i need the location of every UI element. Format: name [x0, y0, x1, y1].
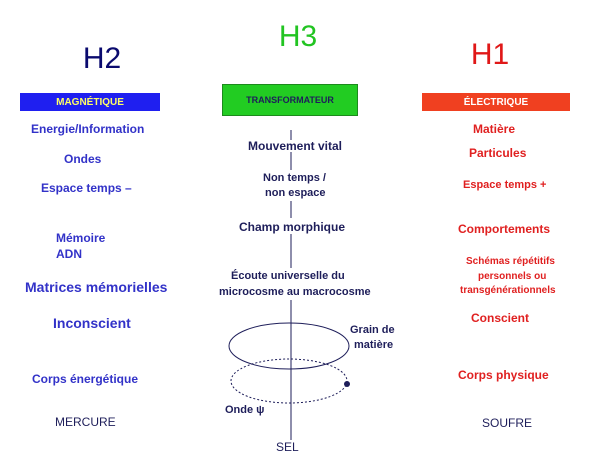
left-item-memoire: Mémoire: [56, 231, 106, 245]
right-item-particules: Particules: [469, 146, 527, 160]
right-item-corps-physique: Corps physique: [458, 368, 549, 382]
particle-dot: [344, 381, 350, 387]
right-item-espace-temps: Espace temps +: [463, 179, 547, 191]
heading-h2: H2: [82, 42, 122, 75]
grain-label-2: matière: [354, 339, 394, 351]
center-item-non-espace: non espace: [265, 187, 326, 199]
magnetique-box: MAGNÉTIQUE: [20, 93, 160, 111]
onde-label: Onde ψ: [225, 404, 265, 416]
right-item-schemas-2: personnels ou: [478, 271, 547, 282]
upper-ellipse: [229, 323, 349, 369]
left-item-ondes: Ondes: [64, 152, 102, 166]
left-item-corps-energetique: Corps énergétique: [32, 372, 139, 386]
right-item-comportements: Comportements: [458, 222, 551, 236]
right-item-schemas-1: Schémas répétitifs: [466, 256, 555, 267]
heading-h1: H1: [470, 38, 510, 71]
right-item-schemas-3: transgénérationnels: [460, 285, 556, 296]
center-item-ecoute-2: microcosme au macrocosme: [219, 286, 371, 298]
center-item-ecoute-1: Écoute universelle du: [231, 270, 345, 282]
footer-mercure: MERCURE: [55, 415, 116, 429]
transformateur-box: TRANSFORMATEUR: [222, 84, 358, 116]
lower-dotted-ellipse: [231, 359, 347, 403]
left-item-matrices: Matrices mémorielles: [25, 279, 168, 295]
right-item-conscient: Conscient: [471, 311, 530, 325]
left-item-energie: Energie/Information: [31, 122, 145, 136]
footer-soufre: SOUFRE: [482, 416, 533, 430]
electrique-box: ÉLECTRIQUE: [422, 93, 570, 111]
footer-sel: SEL: [276, 440, 299, 454]
left-item-espace-temps: Espace temps –: [41, 181, 132, 195]
center-item-champ: Champ morphique: [239, 220, 346, 234]
grain-label-1: Grain de: [350, 324, 395, 336]
center-item-mouvement: Mouvement vital: [248, 139, 343, 153]
left-item-inconscient: Inconscient: [53, 315, 131, 331]
right-item-matiere: Matière: [473, 122, 516, 136]
left-item-adn: ADN: [56, 247, 82, 261]
center-item-non-temps: Non temps /: [263, 172, 326, 184]
heading-h3: H3: [278, 20, 318, 53]
